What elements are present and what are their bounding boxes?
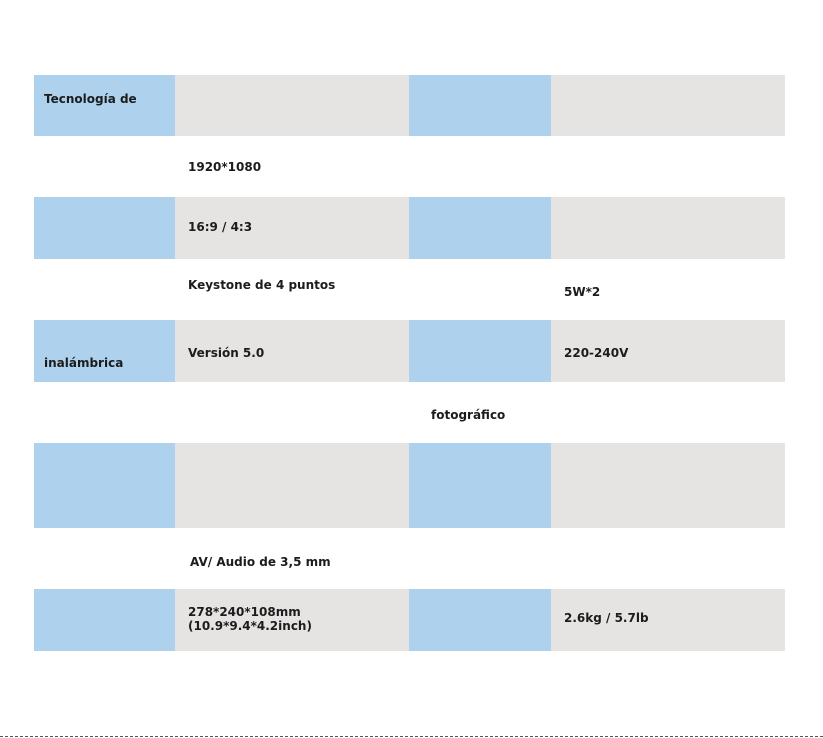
table-row <box>34 528 785 589</box>
row-label <box>34 443 175 528</box>
row-label <box>34 197 175 259</box>
row-value <box>551 320 785 382</box>
row-value <box>551 75 785 136</box>
table-row <box>34 197 785 259</box>
row-value <box>175 320 409 382</box>
row-label <box>34 136 175 197</box>
table-row <box>34 443 785 528</box>
cell-text: fotográfico <box>431 408 506 422</box>
row-value <box>175 528 409 589</box>
row-label <box>34 320 175 382</box>
row-value <box>551 589 785 651</box>
spec-table <box>34 75 785 651</box>
row-value <box>175 259 409 320</box>
cell-text: 5W*2 <box>564 285 601 299</box>
row-label <box>409 589 551 651</box>
cell-text: AV/ Audio de 3,5 mm <box>190 555 331 569</box>
row-label <box>409 320 551 382</box>
row-label <box>409 75 551 136</box>
row-value <box>551 197 785 259</box>
table-row <box>34 136 785 197</box>
cell-text: Keystone de 4 puntos <box>188 278 336 292</box>
cell-text: 16:9 / 4:3 <box>188 220 253 234</box>
row-value <box>175 136 409 197</box>
table-row <box>34 589 785 651</box>
row-value <box>551 443 785 528</box>
row-value <box>551 136 785 197</box>
row-label <box>409 528 551 589</box>
row-label <box>34 589 175 651</box>
table-row <box>34 75 785 136</box>
cell-text: Tecnología de <box>44 92 137 106</box>
row-value <box>551 528 785 589</box>
row-label <box>34 259 175 320</box>
row-label <box>409 382 551 443</box>
cell-text: 278*240*108mm (10.9*9.4*4.2inch) <box>188 605 312 633</box>
bottom-divider <box>0 736 823 737</box>
row-label <box>34 528 175 589</box>
cell-text: 2.6kg / 5.7lb <box>564 611 649 625</box>
row-label <box>409 136 551 197</box>
row-label <box>34 75 175 136</box>
cell-text: Versión 5.0 <box>188 346 265 360</box>
cell-text: inalámbrica <box>44 356 124 370</box>
row-label <box>409 197 551 259</box>
row-label <box>409 259 551 320</box>
table-row <box>34 320 785 382</box>
row-value <box>175 382 409 443</box>
row-label <box>34 382 175 443</box>
row-value <box>551 382 785 443</box>
table-row <box>34 382 785 443</box>
row-value <box>175 75 409 136</box>
row-value <box>175 197 409 259</box>
cell-text: 220-240V <box>564 346 629 360</box>
row-value <box>175 589 409 651</box>
row-label <box>409 443 551 528</box>
row-value <box>551 259 785 320</box>
row-value <box>175 443 409 528</box>
table-row <box>34 259 785 320</box>
cell-text: 1920*1080 <box>188 160 262 174</box>
